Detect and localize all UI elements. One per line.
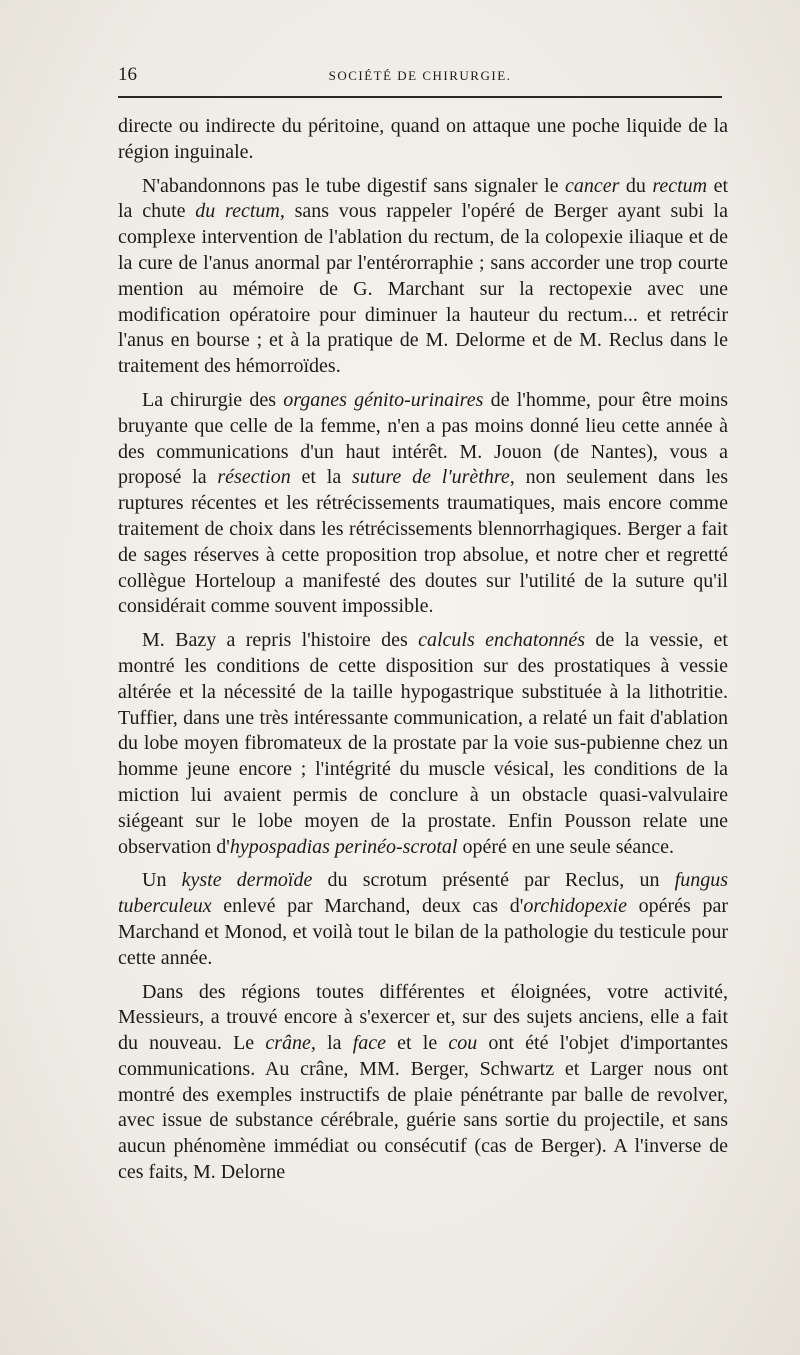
text-run: et la <box>290 466 353 489</box>
text-run: et le <box>386 1032 449 1055</box>
text-run: enlevé par Marchand, deux cas d' <box>211 895 524 918</box>
text-run: sans vous rappeler l'opéré de Berger ayant subi la complexe intervention de l'ablation du rectum, de la colopexie iliaque et de la cure de l'anus anormal par l'entérorraphie ; sans accorder une trop courte mention au mémoire de G. Marchant sur la rectopexie avec une modification opératoire pour diminuer la hauteur du rectum... et retrécir l'anus en bourse ; et à la pratique de M. Delorme et de M. Reclus dans le traitement des hémorroïdes. <box>118 200 728 378</box>
paragraph <box>118 114 728 166</box>
italic-term: calculs enchatonnés <box>418 629 586 652</box>
italic-term: fungus tuberculeux <box>118 869 728 918</box>
text-run: opéré en une seule séance. <box>457 835 675 858</box>
italic-term: cancer <box>564 174 620 197</box>
italic-term: résection <box>217 466 291 489</box>
text-run: la <box>315 1032 353 1055</box>
italic-term: orchidopexie <box>523 895 627 918</box>
text-run: non seulement dans les ruptures récentes et les rétrécissements traumatiques, mais encore comme traitement de choix dans les rétrécissements blennorrhagiques. Berger a fait de sages réserves à cette proposition trop absolue, et notre cher et regretté collègue Horteloup a manifesté des doutes sur l'utilité de la suture qu'il considérait comme souvent impossible. <box>118 466 728 618</box>
text-run: Un <box>142 869 182 892</box>
text-run: N'abandonnons pas le tube digestif sans signaler le <box>142 174 565 197</box>
paragraph <box>118 980 728 1186</box>
italic-term: cou <box>448 1032 478 1055</box>
paragraph <box>118 868 728 971</box>
italic-term: crâne, <box>265 1032 316 1055</box>
text-run: et la chute <box>118 174 729 223</box>
body-text <box>118 114 728 1194</box>
text-run: La chirurgie des <box>142 388 284 411</box>
running-head: SOCIÉTÉ DE CHIRURGIE. <box>328 68 512 83</box>
italic-term: suture de l'urèthre, <box>352 466 515 489</box>
text-run: ont été l'objet d'importantes communications. Au crâne, MM. Berger, Schwartz et Larger nous ont montré des exemples instructifs de plaie pénétrante par balle de revolver, avec issue de substance cérébrale, guérie sans sortie du projectile, et sans aucun phénomène immédiat ou consécutif (cas de Berger). A l'inverse de ces faits, M. Delorne <box>118 1032 728 1184</box>
text-run: de l'homme, pour être moins bruyante que celle de la femme, n'en a pas moins donné lieu cette année à des communications d'un haut intérêt. M. Jouon (de Nantes), vous a proposé la <box>118 388 728 489</box>
italic-term: du rectum, <box>195 200 285 223</box>
italic-term: kyste dermoïde <box>181 869 313 892</box>
italic-term: hypospadias perinéo-scrotal <box>229 835 458 858</box>
paragraph <box>118 388 728 620</box>
paragraph <box>118 628 728 860</box>
text-run: M. Bazy a repris l'histoire des <box>142 629 419 652</box>
paragraph <box>118 174 728 380</box>
text-run: du <box>619 174 653 197</box>
text-run: de la vessie, et montré les conditions de cette disposition sur des prostatiques à vessie altérée et la nécessité de la taille hypogastrique substituée à la lithotritie. Tuffier, dans une très intéressante communication, a relaté un fait d'ablation du lobe moyen fibromateux de la prostate par la voie sus-pubienne chez un homme jeune encore ; l'intégrité du muscle vésical, les conditions de la miction lui avaient permis de conclure à un obstacle quasi-valvulaire siégeant sur le lobe moyen de la prostate. Enfin Pousson relate une observation d' <box>118 629 728 858</box>
text-run: opérés par Marchand et Monod, et voilà tout le bilan de la pathologie du testicule pour cette année. <box>118 895 728 969</box>
page-number: 16 <box>118 64 137 85</box>
text-run: du scrotum présenté par Reclus, un <box>312 869 675 892</box>
italic-term: organes génito-urinaires <box>283 388 484 411</box>
text-run: Dans des régions toutes différentes et éloignées, votre activité, Messieurs, a trouvé encore à s'exercer et, sur des sujets anciens, elle a fait du nouveau. Le <box>118 980 728 1055</box>
text-run: directe ou indirecte du péritoine, quand on attaque une poche liquide de la région inguinale. <box>118 115 728 163</box>
italic-term: face <box>352 1032 386 1055</box>
italic-term: rectum <box>652 174 708 197</box>
page-header <box>118 60 722 98</box>
